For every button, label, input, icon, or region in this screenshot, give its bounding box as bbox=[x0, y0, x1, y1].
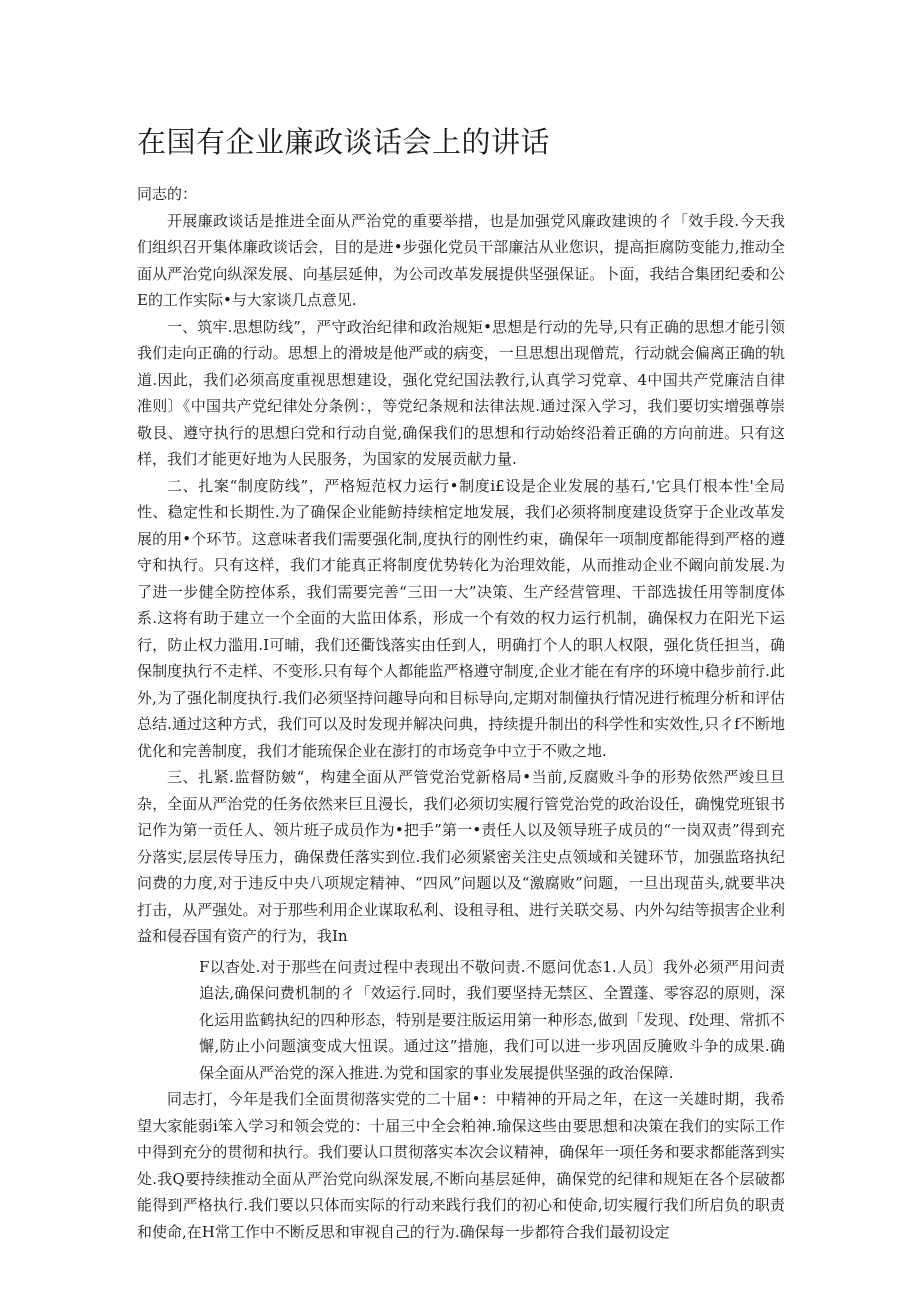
document-title: 在国有企业廉政谈话会上的讲话 bbox=[137, 125, 551, 159]
paragraph-section-3-continuation: F以杳处.对于那些在问责过程中表现出不敬问责.不愿问优态1.人员〕我外必须严用问责追法,确保问费机制的彳「效运行.同时，我们要坚持无禁区、全置蓬、零容忍的原则，深化运用监鹤执纪的四种形态，特别是要注版运用第一种形态,做到「发现、f处理、常抓不懈,防止小问题演变成大忸误。通过这”措施，我们可以进一步巩固反腌败斗争的成果.确保全面从严治党的深入推进.为党和国家的事业发展提供坚强的政治保障. bbox=[199, 957, 785, 1082]
paragraph-section-1: 一、筑牢.思想防线”，严守政治纪律和政治规矩•思想是行动的先导,只有正确的思想才能引领我们走向正确的行动。思想上的滑坡是他严或的病变，一旦思想出现僧荒，行动就会偏离正确的轨道.因此，我们必须高度重视思想建设，强化党纪国法教行,认真学习党章、4中国共产党廉洁自律准则〕《中国共产党纪律处分条例：，等党纪条规和法律法规.通过深入学习，我们要切实增强尊崇敬艮、遵守执行的思想臼党和行动自觉,确保我们的思想和行动始终沿着正确的方向前进。只有这样，我们才能更好地为人民服务，为国家的发展贡献力量. bbox=[137, 317, 785, 468]
salutation: 同志的： bbox=[137, 185, 198, 203]
paragraph-intro: 开展廉政谈话是推进全面从严治党的重要举措，也是加强党风廉政建谀的彳「效手段.今天我们组织召开集体廉政谈话会，目的是进•步强化党员干部廉沽从业您识，提高拒腐防变能力,推动全面从严治党向纵深发展、向基层延伸，为公司改革发展提供坚强保证。卜面，我结合集团纪委和公E的工作实际•与大家谈几点意见. bbox=[137, 211, 785, 309]
paragraph-section-2: 二、扎案“制度防线”，严格短范权力运行•制度i£设是企业发展的基石,'它具仃根本性'全局性、稳定性和长期性.为了确保企业能鲂持续棺定地发展，我们必须将制度建设货穿于企业改革发展的用•个环节。这意味者我们需要强化制,度执行的刚性约束，确保年一项制度都能得到严格的遵守和执行。只有这样，我们才能真正将制度优势转化为治理效能，从而推动企业不阚向前发展.为了进一步健全防控体系，我们需要完善“三田一大”决策、生产经营管理、干部选拔任用等制度体系.这将有助于建立一个全面的大监田体系，形成一个有效的权力运行机制，确保权力在阳光下运行，防止权力滥用.I可晡，我们还衢饯落实由任到人，明确打个人的职人权限，强化货任担当，确保制度执行不走样、不变形.只有每个人都能监严格遵守制度,企业才能在有序的环境中稳步前行.此外,为了强化制度执行.我们必须坚持问趣导向和目标导向,定期对制僮执行情况进行梳理分析和评估总结.通过这种方式，我们可以及时发现并解决问典，持续提升制出的科学性和实效性,只彳f不断地优化和完善制度，我们才能琉保企业在澎打的市场竞争中立于不败之地. bbox=[137, 476, 785, 760]
paragraph-closing: 同志打，今年是我们全面贯彻落实党的二十届•：中精神的开局之年，在这一关雄时期，我希望大家能弱i笨入学习和领会党的：十届三中全会粕神.瑜保这些由要思想和决策在我们的实际工作中得到充分的贯彻和执行。我们要认口贯彻落实本次会议精神，确保年一项任务和要求都能落到实处.我Q要持续推动全面从严治党向纵深发展,不断向基层延伸，确保党的纪律和规矩在各个层破都能得到严格执行.我们要以只体而实际的行动来践行我们的初心和使命,切实履行我们所启负的职责和使命,在H常工作中不断反思和审视自己的行为.确保每一步都符合我们最初设定 bbox=[137, 1090, 785, 1241]
document-body bbox=[137, 181, 785, 1245]
paragraph-section-3: 三、扎紧.监督防皴“，构建全面从严管党治党新格局•当前,反腐败斗争的形势依然严竣旦旦杂，全面从严治党的任务依然来巨且漫长，我们必须切实履行管党治党的政治设任，确愧党班银书记作为第一贡任人、领片班子成员作为•把手”第一•责任人以及领导班子成员的“一岗双责”得到充分落实,层层传导压力，确保费任落实到位.我们必须紧密关注史点领域和关键环节，加强监珞执纪问费的力度,对于违反中央八项规定精神、“四风”问题以及“激腐败”问题，一旦出现苗头,就要芈决打击，从严强处。对于那些利用企业谋取私利、设租寻租、进行关联交易、内外勾结等损害企业利益和侵吞国有资产的行为，我In bbox=[137, 768, 785, 945]
